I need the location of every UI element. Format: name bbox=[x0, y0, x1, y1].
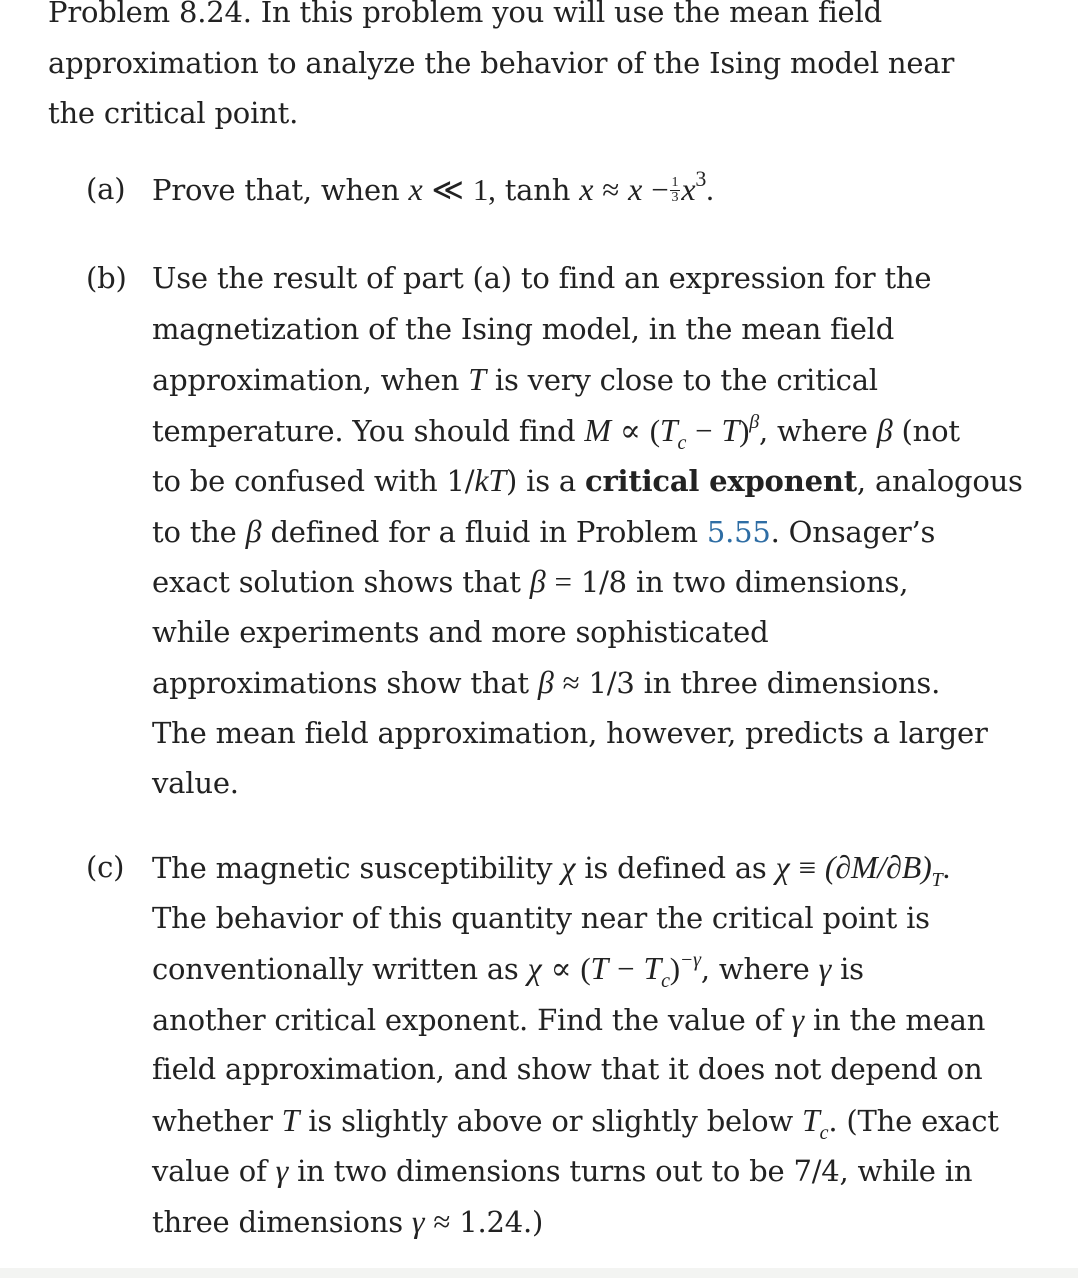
part-b-line-3: approximation, when T is very close to the critical bbox=[152, 361, 878, 397]
intro-line-3: the critical point. bbox=[48, 96, 299, 130]
part-c-label: (c) bbox=[86, 850, 125, 884]
part-c-line-5: field approximation, and show that it does not depend on bbox=[152, 1052, 983, 1086]
part-b-line-5: to be confused with 1/kT) is a critical exponent, analogous bbox=[152, 462, 1023, 498]
part-b-line-7: exact solution shows that β = 1/8 in two dimensions, bbox=[152, 563, 909, 599]
problem-intro bbox=[48, 0, 1058, 139]
problem-label: Problem 8.24. bbox=[48, 0, 252, 29]
part-b-line-8: while experiments and more sophisticated bbox=[152, 614, 769, 649]
part-b-line-4: temperature. You should find $M \propto (T_c - T)^\beta$, where β (not bbox=[152, 410, 960, 454]
part-b-body bbox=[152, 253, 1032, 809]
part-b-line-6: to the β defined for a fluid in Problem 5.55. Onsager’s bbox=[152, 512, 936, 549]
intro-line-2: approximation to analyze the behavior of the Ising model near bbox=[48, 45, 955, 80]
part-a-body bbox=[152, 164, 1032, 215]
one-third-fraction: $\frac{1}{3}$ bbox=[671, 174, 679, 205]
part-c-line-2: The behavior of this quantity near the critical point is bbox=[152, 900, 930, 935]
problem-5-55-link[interactable]: 5.55 bbox=[706, 514, 771, 549]
part-c-line-8: three dimensions γ ≈ 1.24.) bbox=[152, 1202, 544, 1239]
part-a-line-1: Prove that, when x ≪ 1, tanh x ≈ x − $\frac{1}{3}$ $x^3$. bbox=[152, 166, 714, 207]
part-b-label: (b) bbox=[86, 261, 127, 295]
critical-exponent-term: critical exponent bbox=[585, 464, 857, 498]
intro-line-1: Problem 8.24. In this problem you will use the mean field bbox=[48, 0, 1058, 38]
part-b-line-2: magnetization of the Ising model, in the mean field bbox=[152, 311, 895, 346]
part-b-line-1: Use the result of part (a) to find an expression for the bbox=[152, 261, 932, 295]
part-c-line-6: whether T is slightly above or slightly below $T_c$. (The exact bbox=[152, 1101, 999, 1144]
part-c-line-1: The magnetic susceptibility χ is defined as $\chi \equiv (\partial M/\partial B)_T$. bbox=[152, 849, 951, 891]
part-a-label: (a) bbox=[86, 172, 126, 206]
part-c-line-7: value of γ in two dimensions turns out to be 7/4, while in bbox=[152, 1152, 973, 1188]
page-bottom-bar bbox=[0, 1268, 1078, 1278]
part-b-line-9: approximations show that β ≈ 1/3 in three dimensions. bbox=[152, 664, 941, 700]
part-c-line-4: another critical exponent. Find the value of γ in the mean bbox=[152, 1000, 986, 1037]
part-c-body bbox=[152, 842, 1032, 1246]
part-c-line-3: conventionally written as $\chi \propto (T - T_c)^{-\gamma}$, where γ is bbox=[152, 949, 864, 992]
part-b-line-10: The mean field approximation, however, predicts a larger bbox=[152, 715, 988, 750]
part-b-line-11: value. bbox=[152, 766, 239, 800]
